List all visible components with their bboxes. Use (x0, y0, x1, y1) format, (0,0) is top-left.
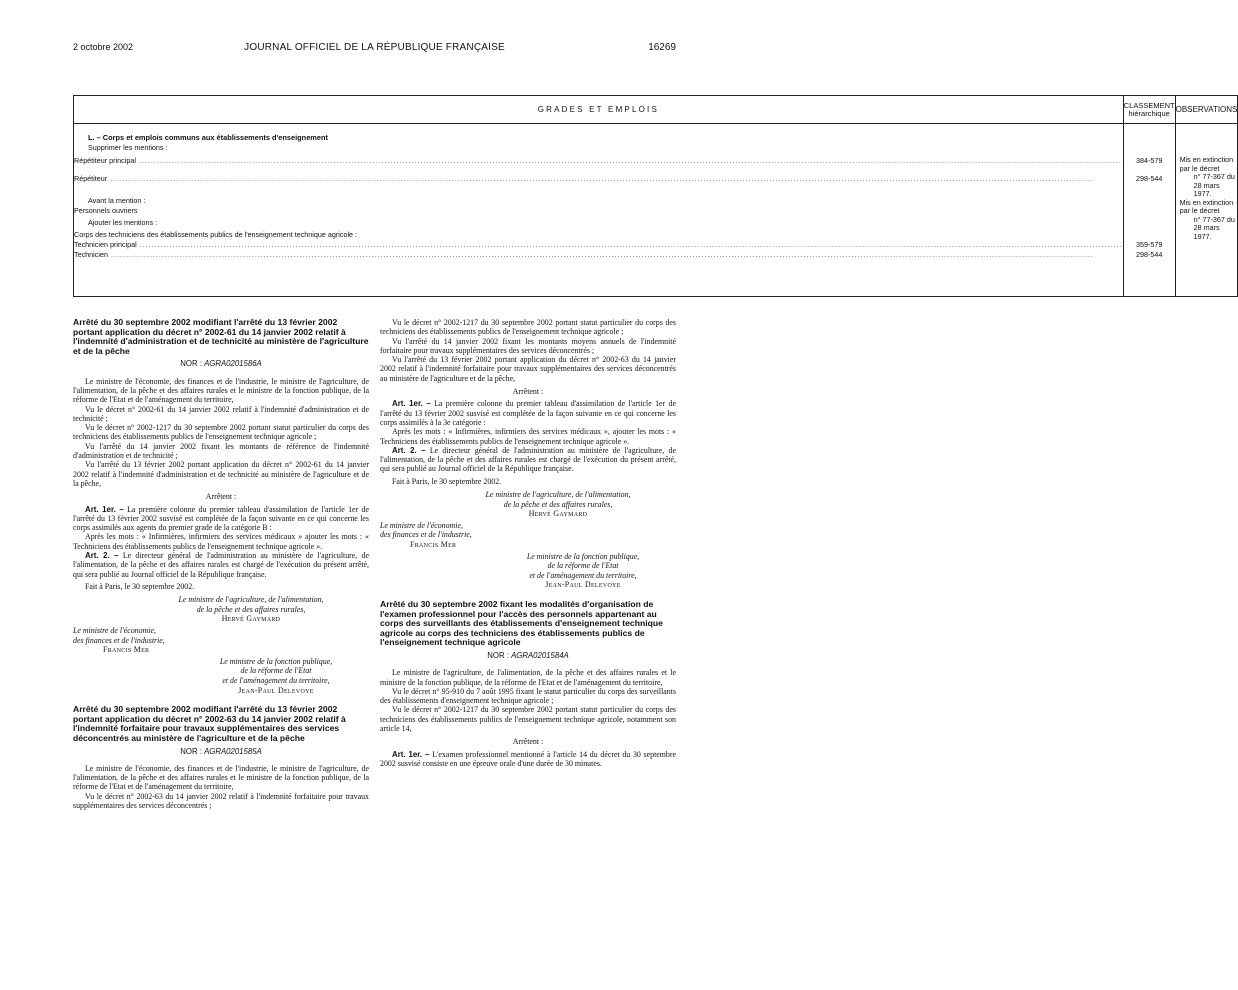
paragraph: Le ministre de l'économie, des finances et de l'industrie, le ministre de l'agriculture, de l'alimentation, de la pêche et des affaires rurales et le ministre de la fonction publique, de la réforme de l'Etat et de l'aménagement du territoire, (73, 376, 369, 405)
paragraph: Le ministre de l'économie, des finances et de l'industrie, le ministre de l'agriculture, de l'alimentation, de la pêche et des affaires rurales et le ministre de la fonction publique, de la réforme de l'Etat et de l'aménagement du territoire, (73, 763, 369, 792)
signature-block: Le ministre de l'agriculture, de l'alimentation, de la pêche et des affaires rurales, Hervé Gaymard (178, 595, 324, 624)
arretent-label: Arrêtent : (512, 737, 544, 747)
table-row-value: 384-579 (1135, 156, 1163, 165)
nor-reference: NOR : AGRA0201584A (487, 650, 569, 660)
paragraph: Vu le décret n° 2002-63 du 14 janvier 2002 relatif à l'indemnité forfaitaire pour travaux supplémentaires des services déconcentrés ; (73, 791, 369, 810)
table-row-value: 359-579 (1135, 240, 1163, 249)
grades-cell (74, 124, 1124, 297)
arretent-label: Arrêtent : (512, 387, 544, 397)
avant-label: Avant la mention : (88, 196, 146, 205)
table-row-label: Répétiteur principal ..... (74, 156, 1123, 166)
article-paragraph: Art. 2. – Le directeur général de l'administration au ministère de l'agriculture, de l'alimentation, de la pêche et des affaires rurales est chargé de l'exécution du présent arrêté, qui sera publié au Journal officiel de la République française. (380, 445, 676, 474)
paragraph: Vu l'arrêté du 14 janvier 2002 fixant les montants moyens annuels de l'indemnité forfaitaire pour travaux supplémentaires des services déconcentrés ; (380, 336, 676, 355)
paragraph: Après les mots : « Infirmières, infirmiers des services médicaux » ajouter les mots : « Techniciens des établissements publics de l'enseignement technique agricole ». (73, 532, 369, 551)
observation: Mis en extinction par le décret n° 77-367 du 28 mars 1977. (1179, 155, 1235, 198)
article-paragraph: Art. 1er. – La première colonne du premier tableau d'assimilation de l'article 1er de l'arrêté du 13 février 2002 susvisé est complétée de la façon suivante en ce qui concerne les corps assimilés à la 3e catégorie : (380, 399, 676, 427)
signature-block: Le ministre de la fonction publique, de la réforme de l'Etat et de l'aménagement du territoire, Jean-Paul Delevoye (219, 656, 333, 695)
paragraph: Vu l'arrêté du 14 janvier 2002 fixant les montants de référence de l'indemnité d'administration et de technicité ; (73, 441, 369, 461)
ajouter-label: Ajouter les mentions : (88, 218, 158, 227)
table-row-label: Technicien ..... (74, 250, 1123, 260)
arretent-label: Arrêtent : (205, 492, 237, 502)
col-header-classement: CLASSEMENT hiérarchique (1123, 96, 1175, 124)
table-row-label: Technicien principal ..... (74, 240, 1123, 250)
paragraph: Vu le décret n° 95-910 du 7 août 1995 fixant le statut particulier du corps des surveillants des établissements d'enseignement technique agricole ; (380, 686, 676, 706)
page-number: 16269 (648, 42, 676, 53)
paragraph: Vu le décret n° 2002-61 du 14 janvier 2002 relatif à l'indemnité d'administration et de technicité ; (73, 404, 369, 423)
signature-block: Le ministre de l'économie, des finances et de l'industrie, Francis Mer (380, 520, 472, 550)
paragraph: Vu l'arrêté du 13 février 2002 portant application du décret n° 2002-61 du 14 janvier 2002 relatif à l'indemnité d'administration et de technicité au ministère de l'agriculture et de la pêche, (73, 460, 369, 488)
grades-table (73, 95, 1238, 297)
article-title: Arrêté du 30 septembre 2002 modifiant l'arrêté du 13 février 2002 portant application du décret n° 2002-63 du 14 janvier 2002 relatif à l'indemnité forfaitaire pour travaux supplémentaires des services déconcentrés au ministère de l'agriculture et de la pêche (73, 704, 346, 743)
paragraph: Après les mots : « Infirmières, infirmiers des services médicaux », ajouter les mots : « Techniciens des établissements publics de l'enseignement technique agricole ». (380, 427, 676, 446)
col-header-grades: GRADES ET EMPLOIS (74, 96, 1124, 124)
paragraph: Fait à Paris, le 30 septembre 2002. (85, 581, 195, 591)
paragraph: Vu le décret n° 2002-1217 du 30 septembre 2002 portant statut particulier du corps des techniciens des établissements publics de l'enseignement technique agricole ; (73, 423, 369, 442)
paragraph: Vu l'arrêté du 13 février 2002 portant application du décret n° 2002-63 du 14 janvier 2002 relatif à l'indemnité forfaitaire pour travaux supplémentaires des services déconcentrés au ministère de l'agriculture et de la pêche, (380, 355, 676, 383)
table-section-title: L. – Corps et emplois communs aux établissements d'enseignement (88, 133, 328, 142)
table-row-value: 298-544 (1135, 174, 1163, 183)
table-row-value: 298-544 (1135, 250, 1163, 259)
article-paragraph: Art. 1er. – La première colonne du premier tableau d'assimilation de l'article 1er de l'arrêté du 13 février 2002 susvisé est complétée de la façon suivante en ce qui concerne les corps assimilés aux agents du premier grade de la catégorie B : (73, 504, 369, 533)
article-title: Arrêté du 30 septembre 2002 modifiant l'arrêté du 13 février 2002 portant application du décret n° 2002-61 du 14 janvier 2002 relatif à l'indemnité d'administration et de technicité au ministère de l'agriculture et de la pêche (73, 317, 369, 356)
article-title: Arrêté du 30 septembre 2002 fixant les modalités d'organisation de l'examen professionnel pour l'accès des personnels appartenant au corps des surveillants des établissements d'enseignement technique agricole au corps des techniciens des établissements publics de l'enseignement technique agricole (380, 598, 663, 648)
table-row-label: Répétiteur ..... (74, 174, 1123, 184)
paragraph: Le ministre de l'agriculture, de l'alimentation, de la pêche et des affaires rurales et le ministre de la fonction publique, de la réforme de l'Etat et de l'aménagement du territoire, (380, 668, 676, 687)
col-header-observations: OBSERVATIONS (1175, 96, 1238, 124)
personnels-label: Personnels ouvriers (74, 206, 138, 215)
page-header (73, 42, 676, 56)
left-column (73, 318, 369, 810)
article-paragraph: Art. 2. – Le directeur général de l'administration au ministère de l'agriculture, de l'alimentation, de la pêche et des affaires rurales est chargé de l'exécution du présent arrêté, qui sera publié au Journal officiel de la République française. (73, 551, 369, 579)
corps-tech-label: Corps des techniciens des établissements publics de l'enseignement technique agricole : (74, 230, 358, 239)
issue-date: 2 octobre 2002 (73, 42, 134, 52)
signature-block: Le ministre de l'économie, des finances et de l'industrie, Francis Mer (73, 625, 165, 655)
paragraph: Vu le décret n° 2002-1217 du 30 septembre 2002 portant statut particulier du corps des techniciens des établissements publics de l'enseignement technique agricole ; (380, 318, 676, 337)
supprimer-label: Supprimer les mentions : (88, 143, 168, 152)
nor-reference: NOR : AGRA0201586A (180, 359, 262, 369)
nor-reference: NOR : AGRA0201585A (180, 746, 262, 756)
paragraph: Fait à Paris, le 30 septembre 2002. (392, 476, 502, 486)
observation: Mis en extinction par le décret n° 77-367 du 28 mars 1977. (1179, 197, 1235, 241)
signature-block: Le ministre de l'agriculture, de l'alimentation, de la pêche et des affaires rurales, Hervé Gaymard (485, 490, 631, 519)
right-column (380, 318, 676, 768)
paragraph: Vu le décret n° 2002-1217 du 30 septembre 2002 portant statut particulier du corps des techniciens des établissements publics de l'enseignement technique agricole, notamment son article 14, (380, 705, 676, 734)
classement-cell (1123, 124, 1175, 297)
article-paragraph: Art. 1er. – L'examen professionnel mentionné à l'article 14 du décret du 30 septembre 2002 susvisé consiste en une épreuve orale d'une durée de 30 minutes. (380, 749, 676, 768)
signature-block: Le ministre de la fonction publique, de la réforme de l'Etat et de l'aménagement du territoire, Jean-Paul Delevoye (526, 551, 640, 590)
journal-title: JOURNAL OFFICIEL DE LA RÉPUBLIQUE FRANÇAISE (244, 42, 505, 53)
observations-cell (1175, 124, 1238, 297)
